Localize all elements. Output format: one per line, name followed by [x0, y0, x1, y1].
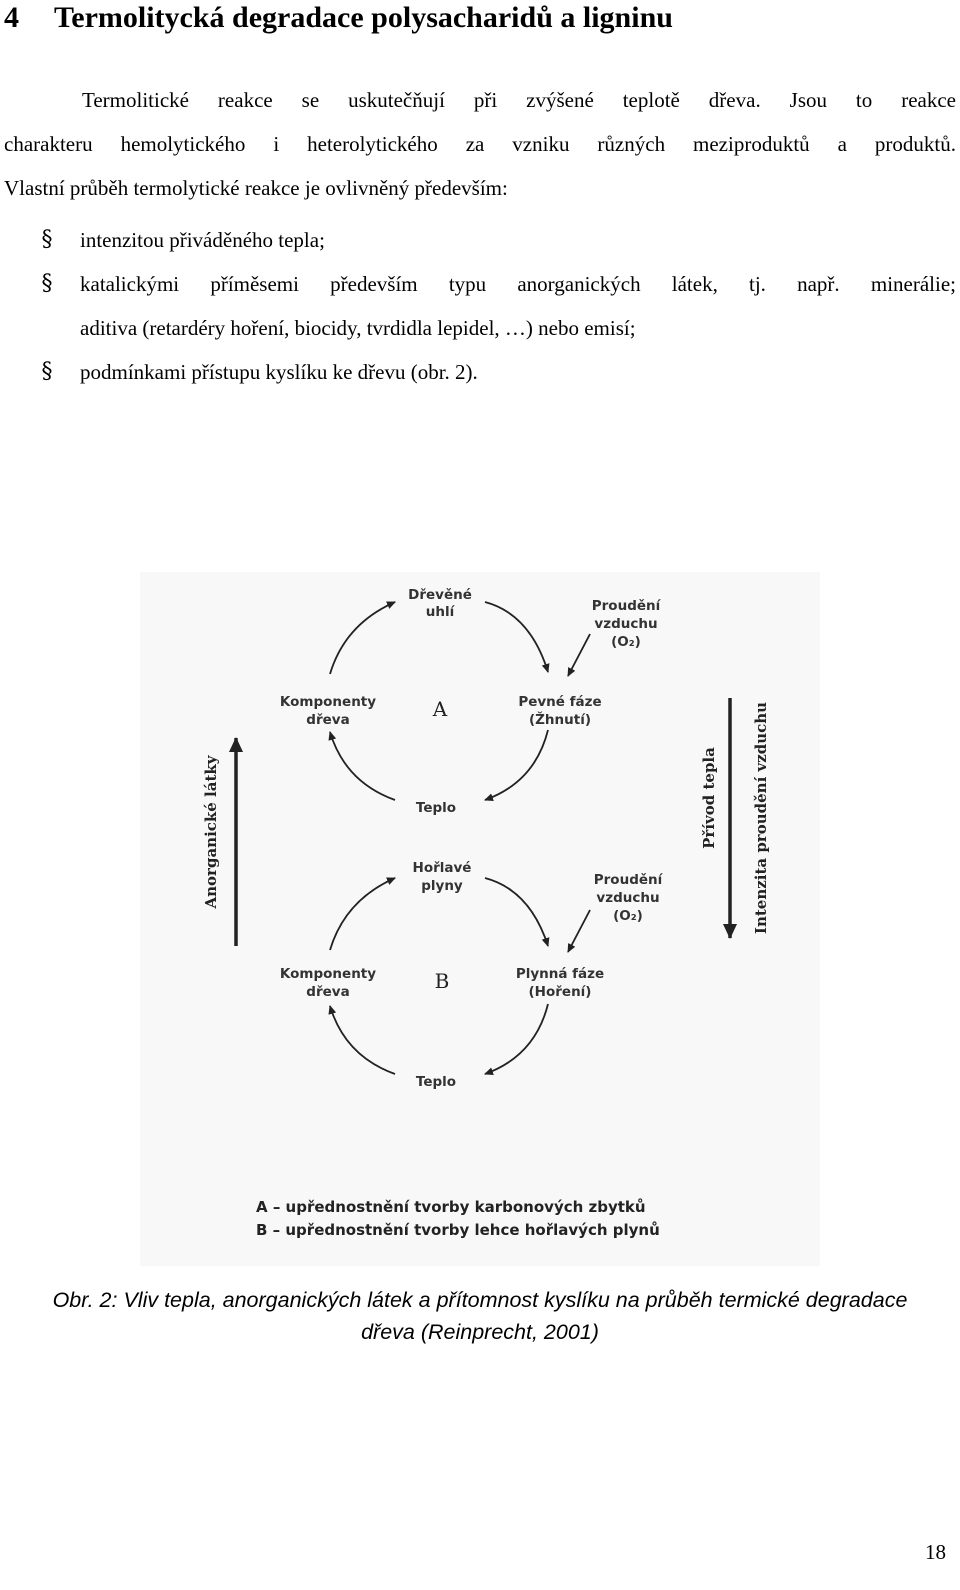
section-sign-bullet-icon: § [41, 227, 53, 252]
cycle-b-letter: B [434, 969, 450, 993]
intro-line-1: Termolitické reakce se uskutečňují při zvýšené teplotě dřeva. Jsou to reakce [82, 88, 956, 112]
label-air-flow-b-3: (O₂) [613, 908, 643, 924]
label-air-flow-a-2: vzduchu [594, 616, 658, 632]
arrow-a-left-top [330, 602, 395, 674]
label-charcoal-2: uhlí [425, 604, 455, 620]
label-heat-a: Teplo [415, 800, 457, 816]
label-wood-components-b: Komponenty [279, 966, 377, 982]
arrow-b-left-bottom [330, 1006, 395, 1074]
bullet-text: podmínkami přístupu kyslíku ke dřevu (obr. 2). [80, 360, 478, 384]
label-air-flow-a-3: (O₂) [611, 634, 641, 650]
arrow-b-air [568, 910, 590, 952]
label-gas-phase-2: (Hoření) [528, 984, 592, 1000]
label-air-flow-b: Proudění [593, 872, 663, 888]
section-sign-bullet-icon: § [41, 271, 53, 296]
bullet-item-catalysts [0, 262, 956, 350]
label-charcoal: Dřevěné [408, 587, 472, 603]
arrow-a-right-bottom [485, 730, 548, 800]
section-title: Termolitycká degradace polysacharidů a ligninu [54, 1, 673, 34]
cycle-b [280, 860, 664, 1090]
bullet-item-oxygen [0, 350, 956, 394]
intro-line-3: Vlastní průběh termolytické reakce je ovlivněný především: [4, 176, 508, 200]
right-side-arrow [700, 698, 770, 938]
label-wood-components-a-2: dřeva [306, 712, 350, 728]
figure-legend [256, 1198, 660, 1239]
label-heat-b: Teplo [415, 1074, 457, 1090]
page-number: 18 [925, 1540, 946, 1564]
legend-b: B – upřednostnění tvorby lehce hořlavých plynů [256, 1221, 660, 1239]
label-gas-phase: Plynná fáze [515, 966, 605, 982]
label-air-flow-b-2: vzduchu [596, 890, 660, 906]
section-heading [4, 0, 673, 36]
caption-line-2: dřeva (Reinprecht, 2001) [361, 1320, 599, 1344]
arrow-a-left-bottom [330, 732, 395, 800]
figure-caption [0, 1284, 960, 1348]
arrow-a-right-top [485, 602, 548, 672]
degradation-diagram-svg [140, 572, 820, 1266]
left-side-arrow [202, 738, 236, 946]
label-heat-supply: Přívod tepla [700, 747, 718, 849]
label-air-flow-intensity: Intenzita proudění vzduchu [752, 701, 770, 935]
cycle-a-letter: A [432, 697, 448, 721]
figure-diagram [140, 572, 820, 1266]
caption-line-1: Obr. 2: Vliv tepla, anorganických látek a přítomnost kyslíku na průběh termické degradace [52, 1288, 908, 1312]
label-air-flow-a: Proudění [591, 598, 661, 614]
intro-line-2: charakteru hemolytického i heterolytického za vzniku různých meziproduktů a produktů. [4, 132, 956, 156]
bullet-text-continued: aditiva (retardéry hoření, biocidy, tvrdidla lepidel, …) nebo emisí; [80, 316, 636, 340]
arrow-b-right-bottom [485, 1004, 548, 1074]
label-flammable-gases-2: plyny [421, 878, 463, 894]
bullet-list [0, 218, 960, 394]
intro-paragraph [4, 78, 956, 210]
label-wood-components-a: Komponenty [279, 694, 377, 710]
bullet-text: katalickými příměsemi především typu anorganických látek, tj. např. minerálie; [80, 272, 956, 296]
bullet-text: intenzitou přiváděného tepla; [80, 228, 325, 252]
label-wood-components-b-2: dřeva [306, 984, 350, 1000]
label-flammable-gases: Hořlavé [412, 860, 472, 876]
arrow-b-right-top [485, 878, 548, 946]
arrow-b-left-top [330, 878, 395, 950]
arrow-a-air [568, 634, 590, 676]
cycle-a [280, 587, 662, 816]
label-inorganic-substances: Anorganické látky [202, 755, 220, 909]
bullet-item-heat [0, 218, 956, 262]
label-solid-phase-2: (Žhnutí) [528, 712, 592, 728]
legend-a: A – upřednostnění tvorby karbonových zbytků [256, 1198, 646, 1216]
section-number: 4 [4, 1, 19, 34]
label-solid-phase: Pevné fáze [518, 694, 602, 710]
section-sign-bullet-icon: § [41, 359, 53, 384]
